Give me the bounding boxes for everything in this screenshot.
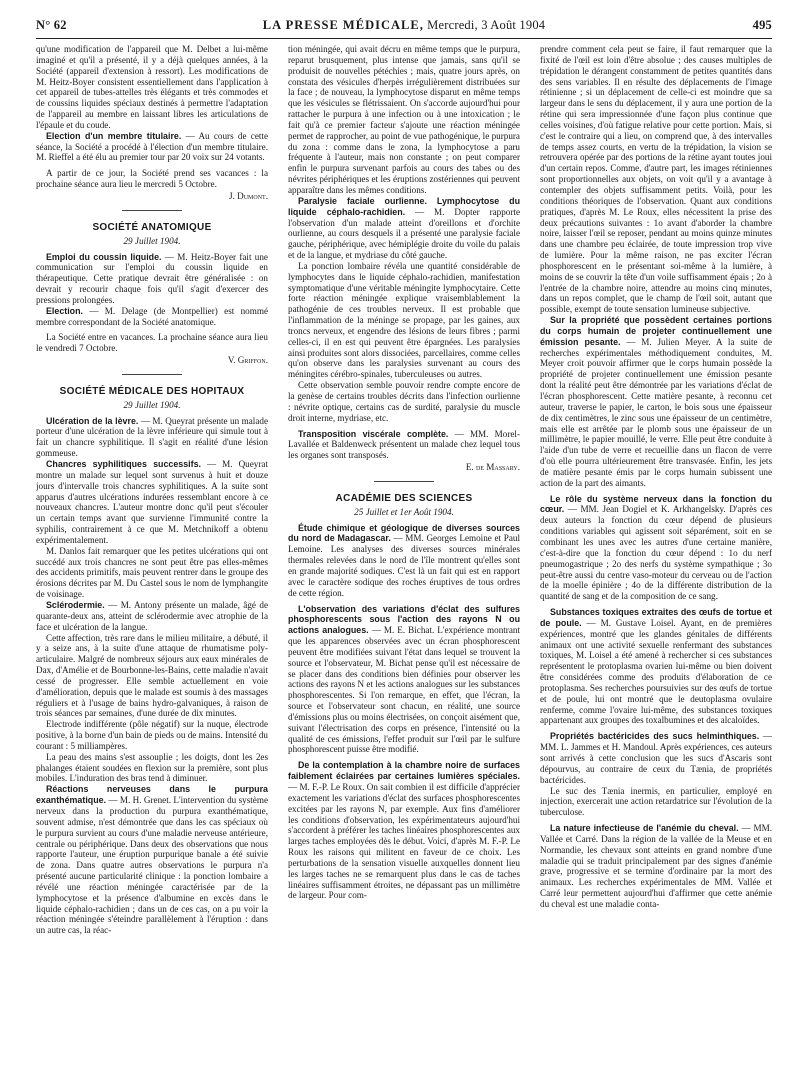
paragraph: Emploi du coussin liquide. — M. Heitz-Boyer fait une communication sur l'emploi du coussin liquide en thérapeutique. Cette pratique devrait être généralisée : on devrait y recourir chaque fois qu'il s'agit d'exercer des pressions prolongées. — [36, 251, 268, 305]
section-date: 29 Juillet 1904. — [123, 235, 181, 246]
paragraph: De la contemplation à la chambre noire de surfaces faiblement éclairées par certaines lumières spéciales. — M. F.-P. Le Roux. On sait combien il est difficile d'apprécier exactement les variations d'éclat des surfaces phosphorescentes excitées par les rayons N, par exemple. Aux fins d'améliorer les conditions d'observation, les expérimentateurs aujourd'hui s'accordent à préférer les taches linéaires phosphorescentes aux larges taches employées dès le début. Voici, d'après M. F.-P. Le Roux les raisons qui militent en faveur de ce choix. Les perturbations de la sensation visuelle auxquelles donnent lieu les larges taches ne se remarquent plus dans le cas de taches linéaires suffisamment étroites, ne dépassant pas un millimètre de largeur. Pour com- — [288, 760, 520, 901]
paragraph: Sur la propriété que possèdent certaines portions du corps humain de projeter continuellement une émission pesante. — M. Julien Meyer. A la suite de recherches expérimentales méthodiquement conduites, M. Meyer croit pouvoir affirmer que le corps humain possède la propriété de projeter continuellement une émission pesante dont la réalité peut être démontrée par les variations d'éclat de l'écran phosphorescent. Cette matière pesante, à reconnu cet auteur, traverse le papier, le carton, le bois sous une épaisseur de dix centimètres, le zinc sous une épaisseur de un centimètre, mais elle est arrêtée par le plomb sous une épaisseur de un millimètre, le papier mouillé, le verre. Elle peut être conduite à l'aide d'un tube de verre et recueillie dans un flacon de verre d'où elle pourra ultérieurement être transvasée. Enfin, les jets de matière pesante émis par le corps humain subissent une action de la part des aimants. — [540, 315, 772, 488]
signature: V. Griffon. — [227, 355, 268, 366]
paragraph: qu'une modification de l'appareil que M. Delbet a lui-même imaginé et qu'il a présenté, il y a déjà quelques années, à la Société (appareil d'extension à ressort). Les modifications de M. Heitz-Boyer consistent essentiellement dans l'application à cet appareil de tubes-attelles très élégants et très commodes et de coussins liquides spéciaux destinés à permettre l'adaptation de l'appareil au membre en laissant libres les articulations de l'épaule et du coude. — [36, 44, 268, 130]
paragraph: La Société entre en vacances. La prochaine séance aura lieu le vendredi 7 Octobre. — [36, 332, 268, 354]
paragraph: Le suc des Tænia inermis, en particulier, employé en injection, exercerait une action retardatrice sur l'évolution de la tuberculose. — [540, 785, 772, 818]
paragraph: Réactions nerveuses dans le purpura exanthématique. — M. H. Grenet. L'intervention du système nerveux dans la production du purpura exanthématique, souvent admise, n'est démontrée que dans les cas spéciaux où le purpura survient au cours d'une maladie nerveuse antérieure, centrale ou périphérique. Dans deux des observations que nous rapporte l'auteur, une éruption purpurique banale a été suivie de zona. Dans quatre autres observations le purpura n'a présenté aucune particularité clinique : la ponction lombaire a révélé une réaction méningée caractérisée par de la lymphocytose et la présence d'albumine en excès dans le liquide céphalo-rachidien ; dans un de ces cas, on a pu voir la réaction méningée s'éteindre parallèlement à l'éruption : dans un autre cas, la réac- — [36, 784, 268, 936]
separator — [122, 374, 182, 375]
entry-heading: Sclérodermie. — [46, 599, 105, 610]
column-left — [36, 44, 268, 1072]
paragraph: La peau des mains s'est assouplie ; les doigts, dont les 2es phalanges étaient soudées en flexion sur la première, sont plus mobiles. L'induration des bras tend à diminuer. — [36, 751, 268, 784]
paragraph: prendre comment cela peut se faire, il faut remarquer que la fixité de l'œil est loin d'être absolue ; des causes multiples de trépidation le dérangent constamment de petites quantités dans des sens variables. Il en résulte des déplacements de l'image rétinienne ; si un déplacement de celle-ci est moindre que sa largeur dans le sens du déplacement, il y aura une portion de la rétine qui sera impressionnée d'une façon plus continue que celles voisines, d'où fatigue relative pour cette portion. Mais, si c'est le contraire qui a lieu, on comprend que, à des intervalles de temps assez courts, en vertu de la trépidation, la vision se retrouvera opérée par des portions de la rétine ayant toutes joui d'un certain repos. Comme, d'autre part, les images rétiniennes sont proportionnelles aux objets, on voit qu'il y a avantage à contempler des objets suffisamment petits. Voilà, pour les conditions théoriques de l'observation. Quant aux conditions pratiques, d'après M. Le Roux, elles nécessitent la prise des deux précautions suivantes : 1o avant d'aborder la chambre noire, laisser l'œil se reposer, pendant au moins quinze minutes dans une chambre peu éclairée, de toute impression trop vive de lumière. Pour la même raison, ne pas exciter l'écran phosphorescent en le présentant soi-même à la lumière, à moins de se couvrir la tête d'un voile suffisamment épais ; 2o à l'entrée de la chambre noire, attendre au moins cinq minutes, dans un repos complet, que le champ de l'œil soit, autant que possible, exempt de toute sensation lumineuse subjective. — [540, 44, 772, 315]
section-date: 25 Juillet et 1er Août 1904. — [354, 506, 454, 517]
section-title: ACADÉMIE DES SCIENCES — [335, 492, 473, 504]
section-title: SOCIÉTÉ MÉDICALE DES HOPITAUX — [59, 385, 245, 397]
paragraph: M. Danlos fait remarquer que les petites ulcérations qui ont succédé aux trois chancres ne sont peut être pas elles-mêmes des accidents primitifs, mais peuvent rentrer dans le groupe des érosions décrites par M. Du Castel sous le nom de lymphangite de voisinage. — [36, 545, 268, 600]
entry-heading: Election. — [46, 305, 83, 316]
page-header — [36, 16, 772, 38]
entry-heading: Election d'un membre titulaire. — [46, 130, 182, 141]
signature: J. Dumont. — [229, 190, 268, 201]
section-title: SOCIÉTÉ ANATOMIQUE — [92, 221, 212, 233]
entry-heading: Le rôle du système nerveux dans la fonction du cœur. — [540, 493, 772, 515]
entry-heading: Chancres syphilitiques successifs. — [46, 459, 201, 469]
paragraph: Election d'un membre titulaire. — Au cours de cette séance, la Société a procédé à l'élection d'un membre titulaire. M. Rieffel a été élu au premier tour par 20 voix sur 24 votants. — [36, 130, 268, 163]
column-right — [540, 44, 772, 1072]
journal-name: LA PRESSE MÉDICALE, — [262, 18, 424, 32]
paragraph: Paralysie faciale ourlienne. Lymphocytose du liquide céphalo-rachidien. — M. Dopter rapporte l'observation d'un malade atteint d'oreillons et d'orchite ourlienne, au cours desquels il a présenté une paralysie faciale gauche, périphérique, avec hémiplégie droite du voile du palais et de la langue, et mydriase du côté gauche. — [288, 195, 520, 261]
paragraph: Propriétés bactéricides des sucs helminthiques. — MM. L. Jammes et H. Mandoul. Après expériences, ces auteurs sont arrivés à cette conclusion que les sucs d'Ascaris sont dépourvus, au contraire de ceux du Tænia, de propriétés bactéricides. — [540, 731, 772, 785]
paragraph: L'observation des variations d'éclat des sulfures phosphorescents sous l'action des rayons N ou actions analogues. — M. E. Bichat. L'expérience montrant que les apparences observées avec un écran phosphorescent peuvent être modifiées suivant l'état dans lequel se trouvent la source et l'observateur, M. Bichat pense qu'il est nécessaire de se placer dans des conditions bien définies pour observer les actions des rayons N et les actions analogues sur les substances phosphorescentes. Si l'on remarque, en effet, que l'écran, la source et l'observateur sont chacun, en réalité, une source d'émissions plus ou moins électrisées, on conçoit aisément que, suivant l'électrisation des corps en présence, l'intensité ou la qualité de ces émissions, l'effet produit sur l'œil par le sulfure phosphorescent puisse être modifié. — [288, 603, 520, 755]
entry-heading: La nature infectieuse de l'anémie du cheval. — [550, 823, 739, 834]
paragraph: Cette observation semble pouvoir rendre compte encore de la genèse de certains troubles décrits dans l'infection ourlienne : névrite optique, certains cas de surdité, paralysie du muscle droit interne, mydriase, etc. — [288, 380, 520, 423]
paragraph: tion méningée, qui avait décru en même temps que le purpura, reparut brusquement, plus intense que jamais, sans qu'il se produisit de nouvelles pétéchies ; mais, quatre jours après, on constata des vésicules d'herpès irrégulièrement distribuées sur la face ; de nouveau, la lymphocytose disparut en même temps que les vésicules se flétrissaient. On s'accorde aujourd'hui pour rattacher le purpura à une infection ou à une intoxication ; le fait qu'à ce premier facteur s'ajoute une réaction méningée permet de rapprocher, au point de vue pathogénique, le purpura du zona : comme dans le zona, la lymphocytose a paru fréquente à l'auteur, mais non constante ; on peut comparer enfin le purpura survenant parfois au cours des tabes ou des névrites périphériques et les éruptions zostériennes qui peuvent apparaître dans les mêmes conditions. — [288, 44, 520, 195]
paragraph: Le rôle du système nerveux dans la fonction du cœur. — MM. Jean Dogiel et K. Arkhangelsky. D'après ces deux auteurs la fonction du cœur dépend de plusieurs conditions variables qui agissent soit séparément, soit en se combinant les unes avec les autres d'une certaine manière, c'est-à-dire que la fonction du cœur dépend : 1o du nerf pneumogastrique ; 2o des nerfs du système sympathique ; 3o peut-être aussi du centre vaso-moteur du cerveau ou de l'action de la moelle épinière ; 4o de la différente distribution de la quantité de sang et de la composition de ce sang. — [540, 493, 772, 602]
paragraph: Election. — M. Delage (de Montpellier) est nommé membre correspondant de la Société anatomique. — [36, 305, 268, 327]
entry-heading: Substances toxiques extraites des œufs de tortue et de poule. — [540, 607, 772, 628]
separator — [122, 210, 182, 211]
paragraph: Sclérodermie. — M. Antony présente un malade, âgé de quarante-deux ans, atteint de sclérodermie avec atrophie de la face et ulcération de la langue. — [36, 599, 268, 632]
entry-heading: Emploi du coussin liquide. — [46, 251, 162, 262]
entry-heading: Paralysie faciale ourlienne. Lymphocytose du liquide céphalo-rachidien. — [288, 195, 520, 217]
paragraph: La nature infectieuse de l'anémie du cheval. — MM. Vallée et Carré. Dans la région de la vallée de la Meuse et en Normandie, les chevaux sont atteints en grand nombre d'une maladie qui se traduit principalement par des signes d'anémie grave, progressive et se termine d'ordinaire par la mort des animaux. Les recherches expérimentales de MM. Vallée et Carré leur permettent aujourd'hui d'affirmer que cette anémie du cheval est une maladie conta- — [540, 823, 772, 909]
paragraph: Electrode indifférente (pôle négatif) sur la nuque, électrode positive, à la borne d'un bain de pieds ou de mains. Intensité du courant : 5 milliampères. — [36, 719, 268, 751]
signature: E. de Massary. — [465, 462, 520, 473]
issue-number: N° 62 — [36, 18, 67, 32]
entry-heading: Transposition viscérale complète. — [298, 428, 449, 439]
entry-heading: Réactions nerveuses dans le purpura exanthématique. — [36, 784, 268, 806]
paragraph: La ponction lombaire révéla une quantité considérable de lymphocytes dans le liquide céphalo-rachidien, manifestation symptomatique d'une véritable méningite lymphocytaire. Cette forte réaction méningée explique vraisemblablement la pathogénie de ces troubles nerveux. Il est probable que l'inflammation de la méninge se propage, par les gaines, aux troncs nerveux, et engendre des lésions de leurs fibres ; parmi celles-ci, il en est qui peuvent être épargnées. Les paralysies ainsi produites sont alors dissociées, parcellaires, comme celles qu'on observe dans les paralysies survenant au cours des méningites cérébro-spinales, tuberculeuses ou autres. — [288, 260, 520, 380]
header-rule — [36, 38, 772, 39]
separator — [374, 481, 434, 482]
journal-title — [36, 18, 772, 33]
entry-heading: L'observation des variations d'éclat des sulfures phosphorescents sous l'action des rayons N ou actions analogues. — [288, 603, 520, 636]
paragraph: Ulcération de la lèvre. — M. Queyrat présente un malade porteur d'une ulcération de la lèvre inférieure qui simule tout à fait un chancre syphilitique. Il s'agit en réalité d'une lésion gommeuse. — [36, 415, 268, 459]
issue-date: Mercredi, 3 Août 1904 — [423, 18, 546, 32]
paragraph: Cette affection, très rare dans le milieu militaire, a débuté, il y a seize ans, à la suite d'une attaque de rhumatisme poly-articulaire. Malgré de nombreux séjours aux eaux minérales de Dax, d'Amélie et de Bourbonne-les-Bains, cette maladie n'avait cessé de progresser. Elle semble actuellement en voie d'amélioration, depuis que le malade est soumis à des massages réguliers et à l'usage de bains hydro-galvaniques, à raison de trois séances par semaines, d'une durée de dix minutes. — [36, 632, 268, 719]
paragraph: Substances toxiques extraites des œufs de tortue et de poule. — M. Gustave Loisel. Ayant, en de premières expériences, montré que les glandes génitales de différents animaux ont une activité sexuelle renfermant des substances toxiques, M. Loisel a été amené à rechercher si ces substances représentent le protoplasma ovarien lui-même ou bien doivent être considérées comme des produits d'élaboration de ce protoplasma. Ses recherches poursuivies sur des œufs de tortue et de poule, lui ont montré que le deutoplasma ovulaire renferme, comme l'ovaire lui-même, des substances toxiques appartenant aux groupes des toxalbumines et des alcaloïdes. — [540, 607, 772, 726]
column-middle — [288, 44, 520, 1072]
entry-heading: Propriétés bactéricides des sucs helminthiques. — [550, 731, 760, 742]
section-date: 29 Juillet 1904. — [123, 399, 181, 410]
page-number: 495 — [752, 18, 772, 32]
entry-heading: Ulcération de la lèvre. — [46, 415, 139, 426]
paragraph: Étude chimique et géologique de diverses sources du nord de Madagascar. — MM. Georges Lemoine et Paul Lemoine. Les analyses des diverses sources minérales thermales relevées dans le nord de l'île montrent qu'elles sont en grande majorité sodiques. C'est là un fait qui est en rapport avec le caractère sodique des roches éruptives de tous ordres de cette région. — [288, 522, 520, 598]
entry-heading: Étude chimique et géologique de diverses sources du nord de Madagascar. — [288, 522, 520, 544]
paragraph: A partir de ce jour, la Société prend ses vacances : la prochaine séance aura lieu le mercredi 5 Octobre. — [36, 168, 268, 190]
entry-heading: De la contemplation à la chambre noire de surfaces faiblement éclairées par certaines lumières spéciales. — [288, 760, 520, 782]
entry-heading: Sur la propriété que possèdent certaines portions du corps humain de projeter continuellement une émission pesante. — [540, 315, 772, 347]
paragraph: Transposition viscérale complète. — MM. Morel-Lavallée et Baldenweck présentent un malade chez lequel tous les organes sont transposés. — [288, 428, 520, 461]
paragraph: Chancres syphilitiques successifs. — M. Queyrat montre un malade sur lequel sont survenus à huit et douze jours d'intervalle trois chancres syphilitiques. A la suite sont apparus d'autres ulcérations indurées ressemblant encore à ce nouveaux chancres. L'auteur montre donc qu'il peut s'écouler un certain temps avant que survienne l'immunité contre la syphilis, contrairement à ce que M. Metchnikoff a obtenu expérimentalement. — [36, 459, 268, 545]
